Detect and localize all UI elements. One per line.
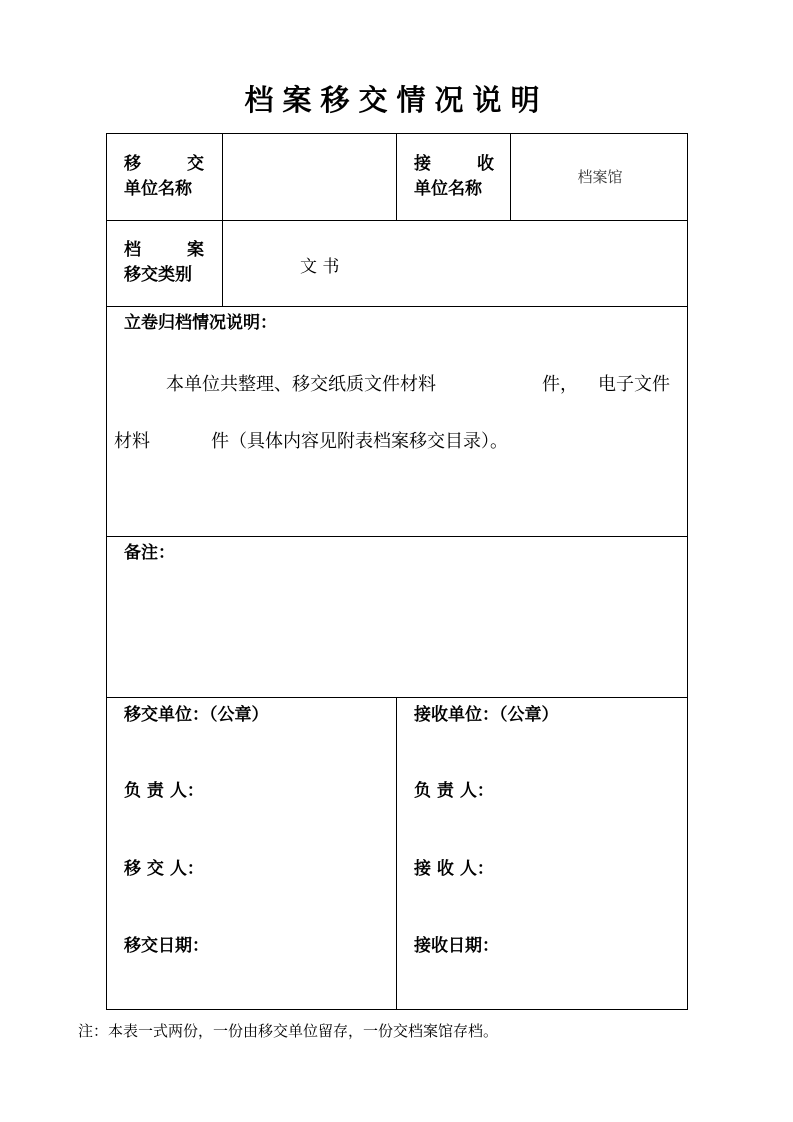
column-divider: [222, 133, 223, 306]
filing-text-part: 电子文件: [598, 374, 670, 395]
column-divider: [396, 697, 397, 1010]
document-title: 档案移交情况说明: [244, 83, 549, 117]
row-divider: [106, 220, 688, 221]
transfer-person-in-charge-label: 负 责 人：: [124, 781, 204, 801]
row-divider: [106, 697, 688, 698]
row-divider: [106, 536, 688, 537]
transfer-handler-label: 移 交 人：: [124, 859, 204, 879]
filing-text-part: 本单位共整理、移交纸质文件材料: [166, 374, 436, 395]
transfer-unit-label: 移 交 单位名称: [124, 154, 204, 199]
column-divider: [396, 133, 397, 220]
receive-person-in-charge-label: 负 责 人：: [414, 781, 494, 801]
category-value[interactable]: 文 书: [300, 257, 340, 277]
category-label: 档 案 移交类别: [124, 240, 204, 285]
filing-text-part: 件，: [542, 374, 578, 395]
filing-text-part: 件（具体内容见附表档案移交目录）。: [211, 431, 508, 452]
receive-unit-value[interactable]: 档案馆: [577, 168, 623, 186]
column-divider: [510, 133, 511, 220]
filing-text-part: 材料: [114, 431, 150, 452]
footnote: 注：本表一式两份，一份由移交单位留存，一份交档案馆存档。: [78, 1022, 499, 1040]
row-divider: [106, 306, 688, 307]
transfer-date-label: 移交日期：: [124, 936, 209, 956]
receive-handler-label: 接 收 人：: [414, 859, 494, 879]
remarks-heading: 备注：: [124, 543, 175, 563]
receive-unit-label: 接 收 单位名称: [414, 154, 494, 199]
receive-unit-seal-label: 接收单位：（公章）: [414, 705, 559, 725]
transfer-unit-seal-label: 移交单位：（公章）: [124, 705, 269, 725]
filing-heading: 立卷归档情况说明：: [124, 313, 277, 333]
receive-date-label: 接收日期：: [414, 936, 499, 956]
